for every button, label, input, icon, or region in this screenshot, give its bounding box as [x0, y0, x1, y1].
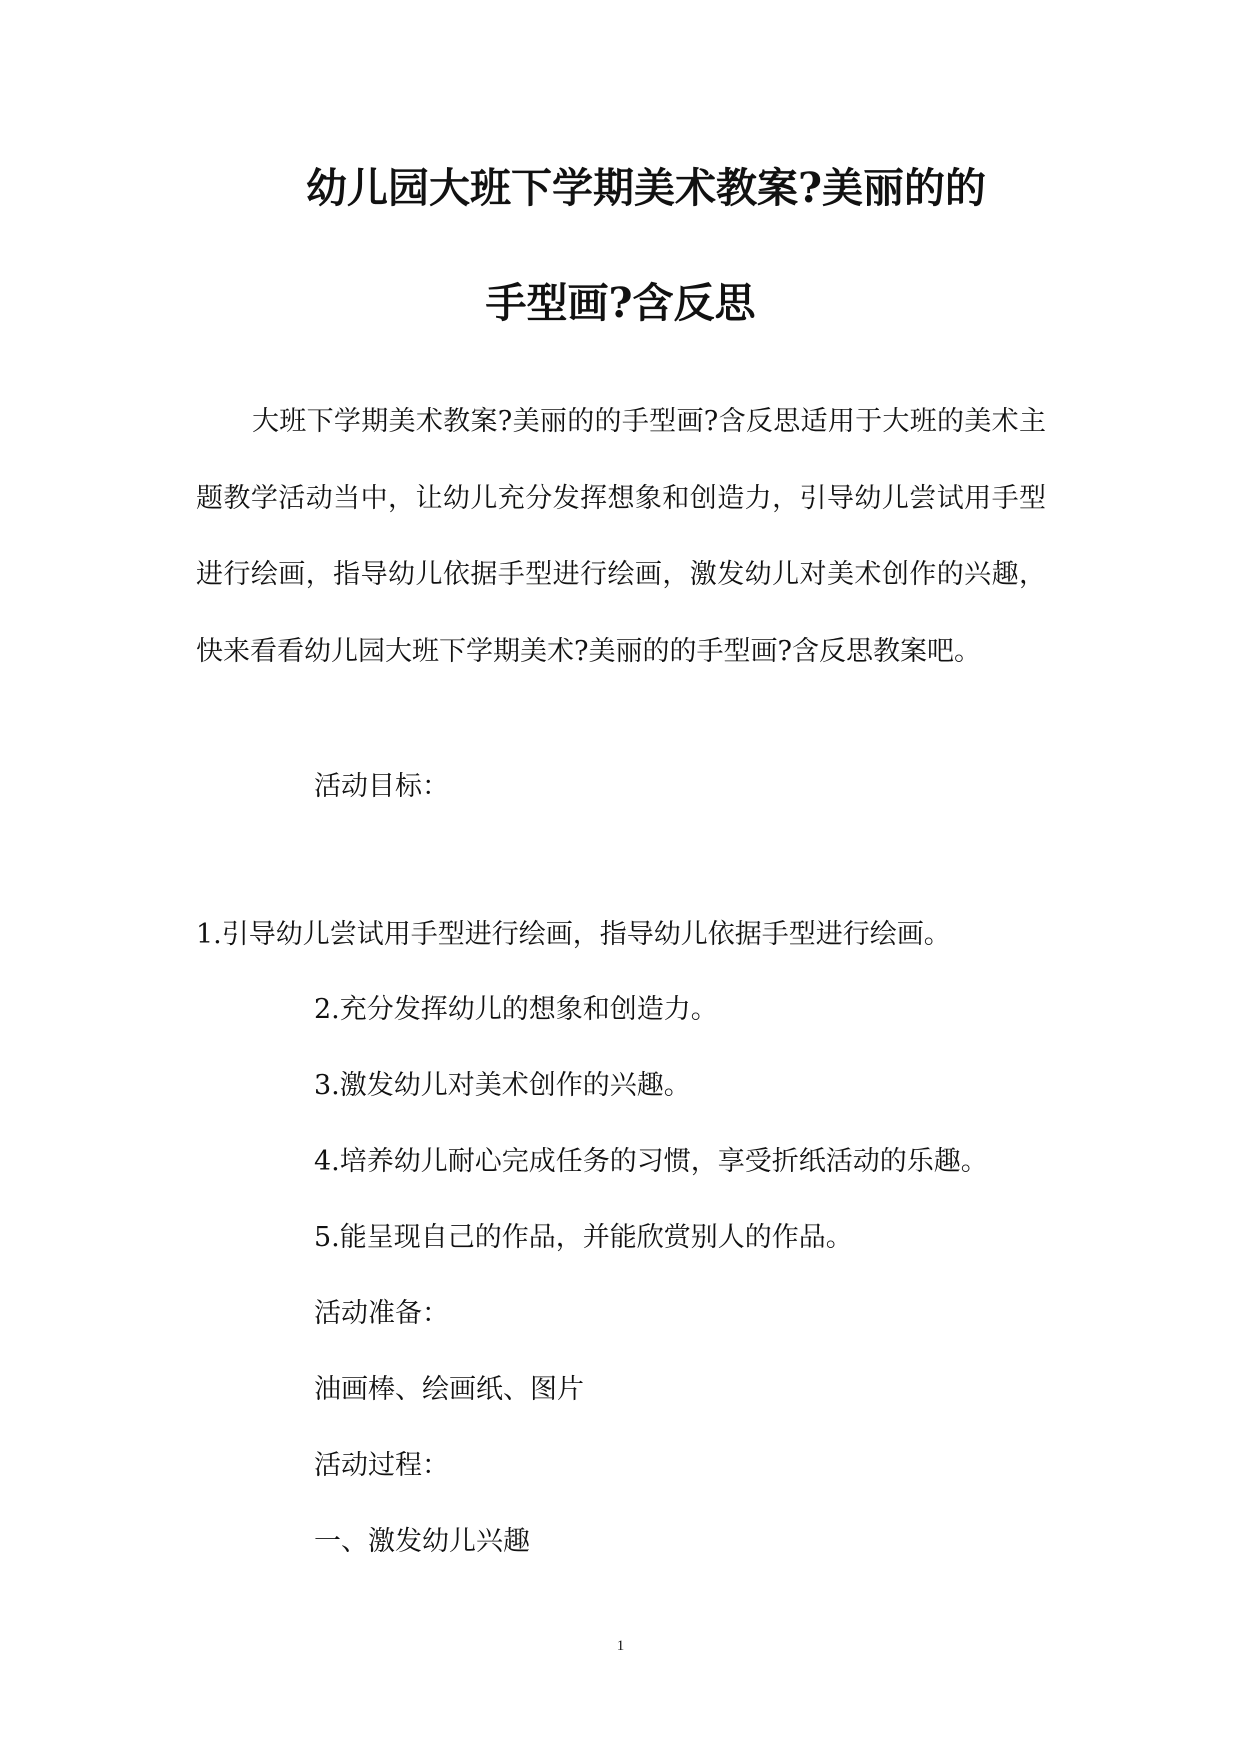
prep-heading: 活动准备：	[314, 1298, 449, 1329]
goal-item-1: 1.引导幼儿尝试用手型进行绘画，指导幼儿依据手型进行绘画。	[196, 919, 951, 950]
goal-item-3: 3.激发幼儿对美术创作的兴趣。	[314, 1070, 691, 1101]
goal-item-4: 4.培养幼儿耐心完成任务的习惯，享受折纸活动的乐趣。	[314, 1146, 988, 1177]
intro-paragraph: 大班下学期美术教案?美丽的的手型画?含反思适用于大班的美术主题教学活动当中，让幼儿充分发挥想象和创造力，引导幼儿尝试用手型进行绘画，指导幼儿依据手型进行绘画，激发幼儿对美术创作的兴趣，快来看看幼儿园大班下学期美术?美丽的的手型画?含反思教案吧。	[196, 406, 1046, 667]
process-heading: 活动过程：	[314, 1450, 449, 1481]
title-line-2: 手型画?含反思	[485, 279, 756, 327]
process-step-1: 一、激发幼儿兴趣	[314, 1526, 530, 1557]
title-line-1: 幼儿园大班下学期美术教案?美丽的的	[306, 164, 987, 212]
page-number: 1	[616, 1638, 625, 1654]
goal-item-5: 5.能呈现自己的作品，并能欣赏别人的作品。	[314, 1222, 853, 1253]
goals-heading: 活动目标：	[314, 771, 449, 802]
goal-item-2: 2.充分发挥幼儿的想象和创造力。	[314, 994, 718, 1025]
prep-items: 油画棒、绘画纸、图片	[314, 1374, 584, 1405]
